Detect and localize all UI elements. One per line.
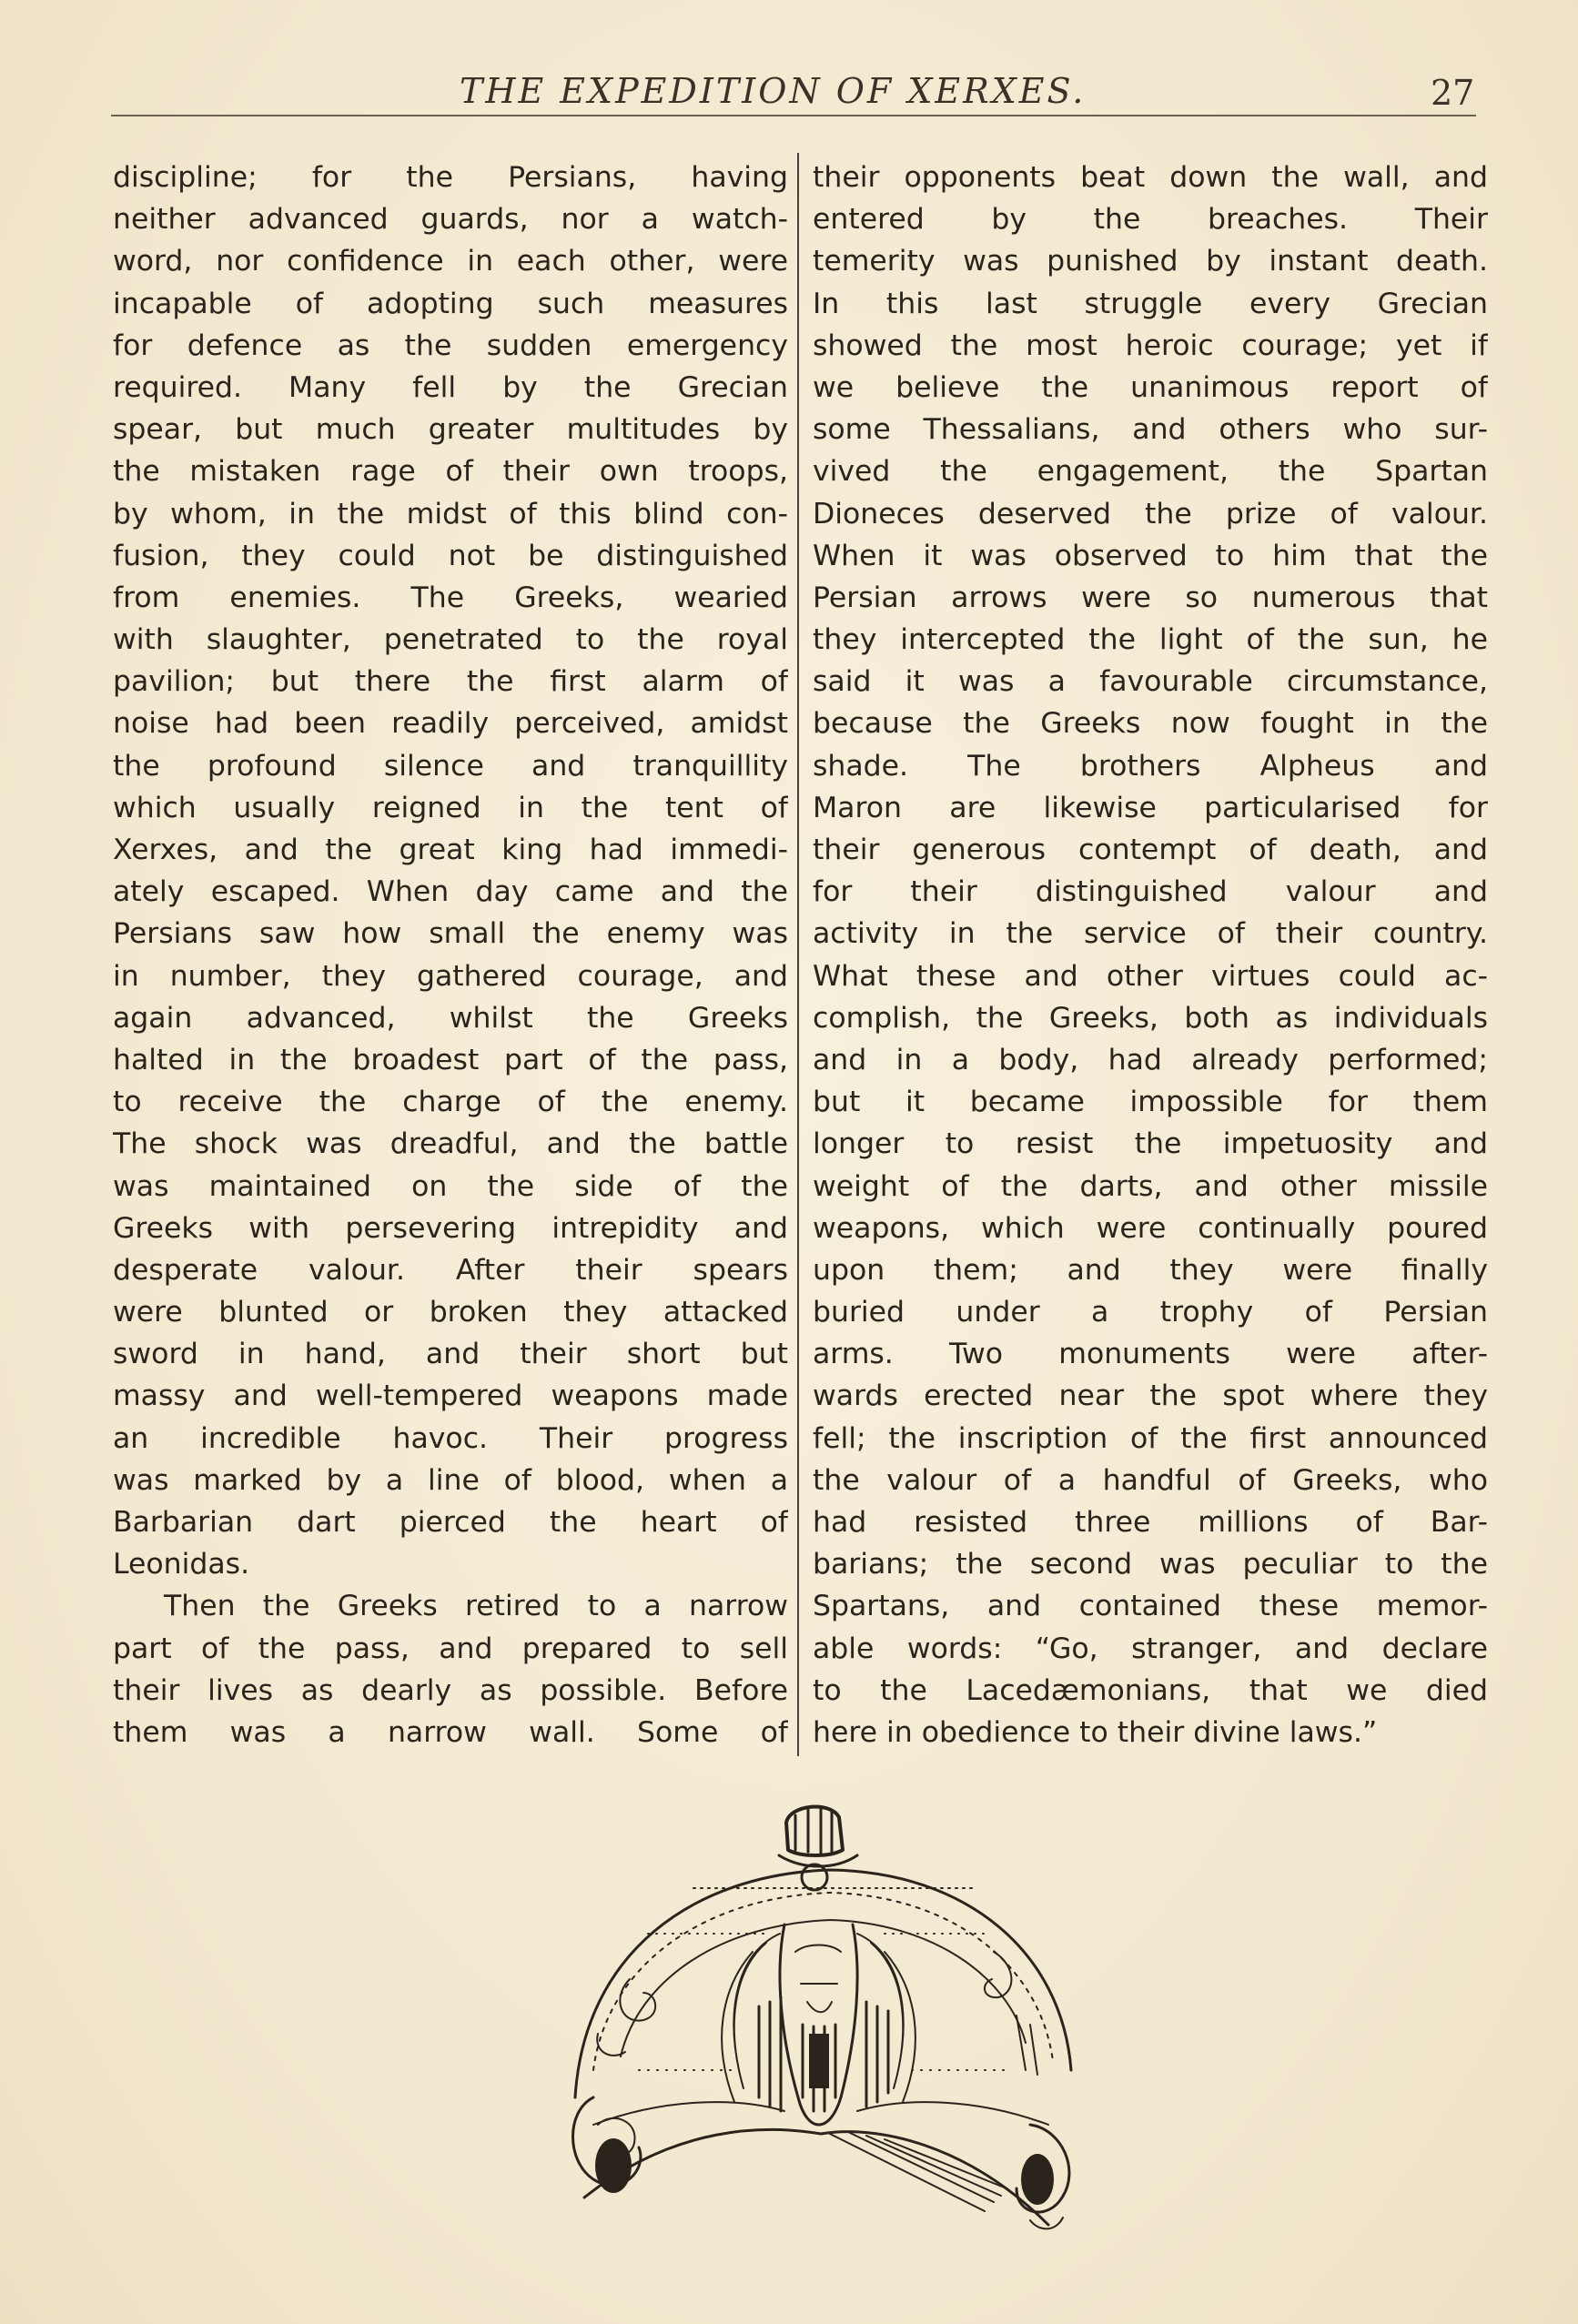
text-line: Persian arrows were so numerous that (813, 581, 1488, 614)
text-line: showed the most heroic courage; yet if (813, 328, 1488, 362)
running-head (0, 71, 1578, 118)
text-line: neither advanced guards, nor a watch- (113, 203, 788, 237)
text-line: but it became impossible for them (813, 1086, 1488, 1119)
text-line: for defence as the sudden emergency (113, 328, 788, 362)
text-line: and in a body, had already performed; (813, 1043, 1488, 1076)
text-line: to receive the charge of the enemy. (113, 1086, 788, 1119)
text-line: because the Greeks now fought in the (813, 707, 1488, 741)
left-column (113, 157, 788, 1753)
text-line: their lives as dearly as possible. Before (113, 1673, 788, 1707)
text-line: word, nor confidence in each other, were (113, 245, 788, 278)
column-divider (797, 153, 799, 1756)
text-line: Dioneces deserved the prize of valour. (813, 497, 1488, 530)
text-line: activity in the service of their country. (813, 917, 1488, 951)
text-line: halted in the broadest part of the pass, (113, 1043, 788, 1076)
text-line: massy and well-tempered weapons made (113, 1379, 788, 1413)
text-line: in number, they gathered courage, and (113, 959, 788, 993)
text-line: their opponents beat down the wall, and (813, 161, 1488, 194)
text-line: vived the engagement, the Spartan (813, 455, 1488, 489)
text-line: incapable of adopting such measures (113, 287, 788, 320)
text-line: Greeks with persevering intrepidity and (113, 1211, 788, 1245)
text-line-paragraph-end: Leonidas. (113, 1548, 250, 1581)
text-line: Persians saw how small the enemy was (113, 917, 788, 951)
text-line: desperate valour. After their spears (113, 1253, 788, 1287)
text-line: the mistaken rage of their own troops, (113, 455, 788, 489)
text-line: weapons, which were continually poured (813, 1211, 1488, 1245)
text-line: In this last struggle every Grecian (813, 287, 1488, 320)
text-line: Barbarian dart pierced the heart of (113, 1506, 788, 1539)
text-line: required. Many fell by the Grecian (113, 370, 788, 404)
text-line-paragraph-end: here in obedience to their divine laws.” (813, 1715, 1378, 1749)
page-number: 27 (1431, 73, 1475, 113)
text-line: arms. Two monuments were after- (813, 1338, 1488, 1371)
text-line: the valour of a handful of Greeks, who (813, 1463, 1488, 1497)
text-line: we believe the unanimous report of (813, 370, 1488, 404)
right-column (813, 157, 1488, 1753)
running-title: THE EXPEDITION OF XERXES. (460, 71, 1087, 111)
tailpiece-illustration (557, 1797, 1089, 2232)
text-line: buried under a trophy of Persian (813, 1296, 1488, 1329)
text-line: Maron are likewise particularised for (813, 791, 1488, 824)
text-line: barians; the second was peculiar to the (813, 1548, 1488, 1581)
text-line: upon them; and they were finally (813, 1253, 1488, 1287)
text-line: the profound silence and tranquillity (113, 749, 788, 783)
text-line: fell; the inscription of the first announced (813, 1421, 1488, 1455)
text-line: by whom, in the midst of this blind con- (113, 497, 788, 530)
text-line: some Thessalians, and others who sur- (813, 413, 1488, 447)
header-rule (111, 115, 1476, 116)
text-line: was maintained on the side of the (113, 1169, 788, 1203)
text-line: an incredible havoc. Their progress (113, 1421, 788, 1455)
text-line: was marked by a line of blood, when a (113, 1463, 788, 1497)
text-line: complish, the Greeks, both as individuals (813, 1001, 1488, 1035)
text-line: discipline; for the Persians, having (113, 161, 788, 194)
text-line: sword in hand, and their short but (113, 1338, 788, 1371)
text-line: What these and other virtues could ac- (813, 959, 1488, 993)
text-line: were blunted or broken they attacked (113, 1296, 788, 1329)
text-line: had resisted three millions of Bar- (813, 1506, 1488, 1539)
text-line: The shock was dreadful, and the battle (113, 1127, 788, 1161)
text-line: part of the pass, and prepared to sell (113, 1632, 788, 1665)
text-line: from enemies. The Greeks, wearied (113, 581, 788, 614)
text-line: to the Lacedæmonians, that we died (813, 1673, 1488, 1707)
text-line: them was a narrow wall. Some of (113, 1715, 788, 1749)
text-line: wards erected near the spot where they (813, 1379, 1488, 1413)
text-line: When it was observed to him that the (813, 539, 1488, 572)
text-line: able words: “Go, stranger, and declare (813, 1632, 1488, 1665)
text-line: weight of the darts, and other missile (813, 1169, 1488, 1203)
text-line: longer to resist the impetuosity and (813, 1127, 1488, 1161)
text-line: for their distinguished valour and (813, 875, 1488, 909)
text-line: again advanced, whilst the Greeks (113, 1001, 788, 1035)
text-line: Xerxes, and the great king had immedi- (113, 834, 788, 866)
text-line: pavilion; but there the first alarm of (113, 665, 788, 699)
text-line-paragraph-start: Then the Greeks retired to a narrow (164, 1590, 788, 1623)
text-line: fusion, they could not be distinguished (113, 539, 788, 572)
text-line: entered by the breaches. Their (813, 203, 1488, 237)
text-line: Spartans, and contained these memor- (813, 1590, 1488, 1623)
text-line: said it was a favourable circumstance, (813, 665, 1488, 699)
text-line: they intercepted the light of the sun, he (813, 623, 1488, 657)
text-line: noise had been readily perceived, amidst (113, 707, 788, 741)
text-line: temerity was punished by instant death. (813, 245, 1488, 278)
text-line: spear, but much greater multitudes by (113, 413, 788, 447)
text-line: their generous contempt of death, and (813, 834, 1488, 866)
text-line: which usually reigned in the tent of (113, 791, 788, 824)
text-line: with slaughter, penetrated to the royal (113, 623, 788, 657)
text-line: ately escaped. When day came and the (113, 875, 788, 909)
text-line: shade. The brothers Alpheus and (813, 749, 1488, 783)
